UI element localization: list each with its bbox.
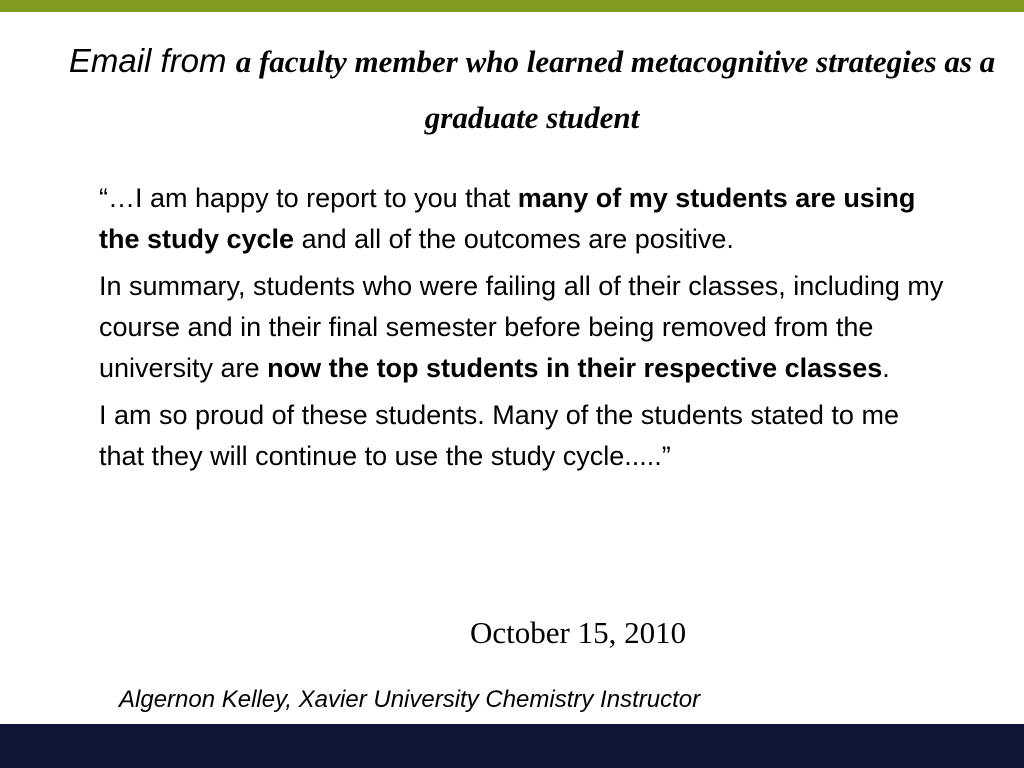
quote-paragraph-3: I am so proud of these students. Many of the students stated to me that they will continue to use the study cycle.....” [99,400,899,471]
email-date: October 15, 2010 [470,615,687,650]
quote-body [99,178,949,483]
slide-title [40,36,1024,149]
title-lead: Email from [68,42,236,79]
quote-p1-text-b: and all of the outcomes are positive. [294,224,734,254]
quote-p1-text-a: “…I am happy to report to you that [99,183,518,213]
quote-p2-text-a: In summary, students who were failing all of their classes, including my course and in their final semester before being removed from the university are [99,271,944,383]
top-accent-bar [0,0,1024,12]
quote-paragraph-2 [99,266,949,389]
quote-p1-bold: many of my students are using the study cycle [99,183,916,254]
bottom-footer-bar [0,724,1024,768]
quote-p2-text-b: . [882,353,890,383]
title-rest: a faculty member who learned metacognitive strategies as a graduate student [235,44,996,135]
quote-p2-bold: now the top students in their respective classes [267,353,883,383]
attribution: Algernon Kelley, Xavier University Chemistry Instructor [119,686,701,713]
quote-paragraph-1 [99,178,949,260]
